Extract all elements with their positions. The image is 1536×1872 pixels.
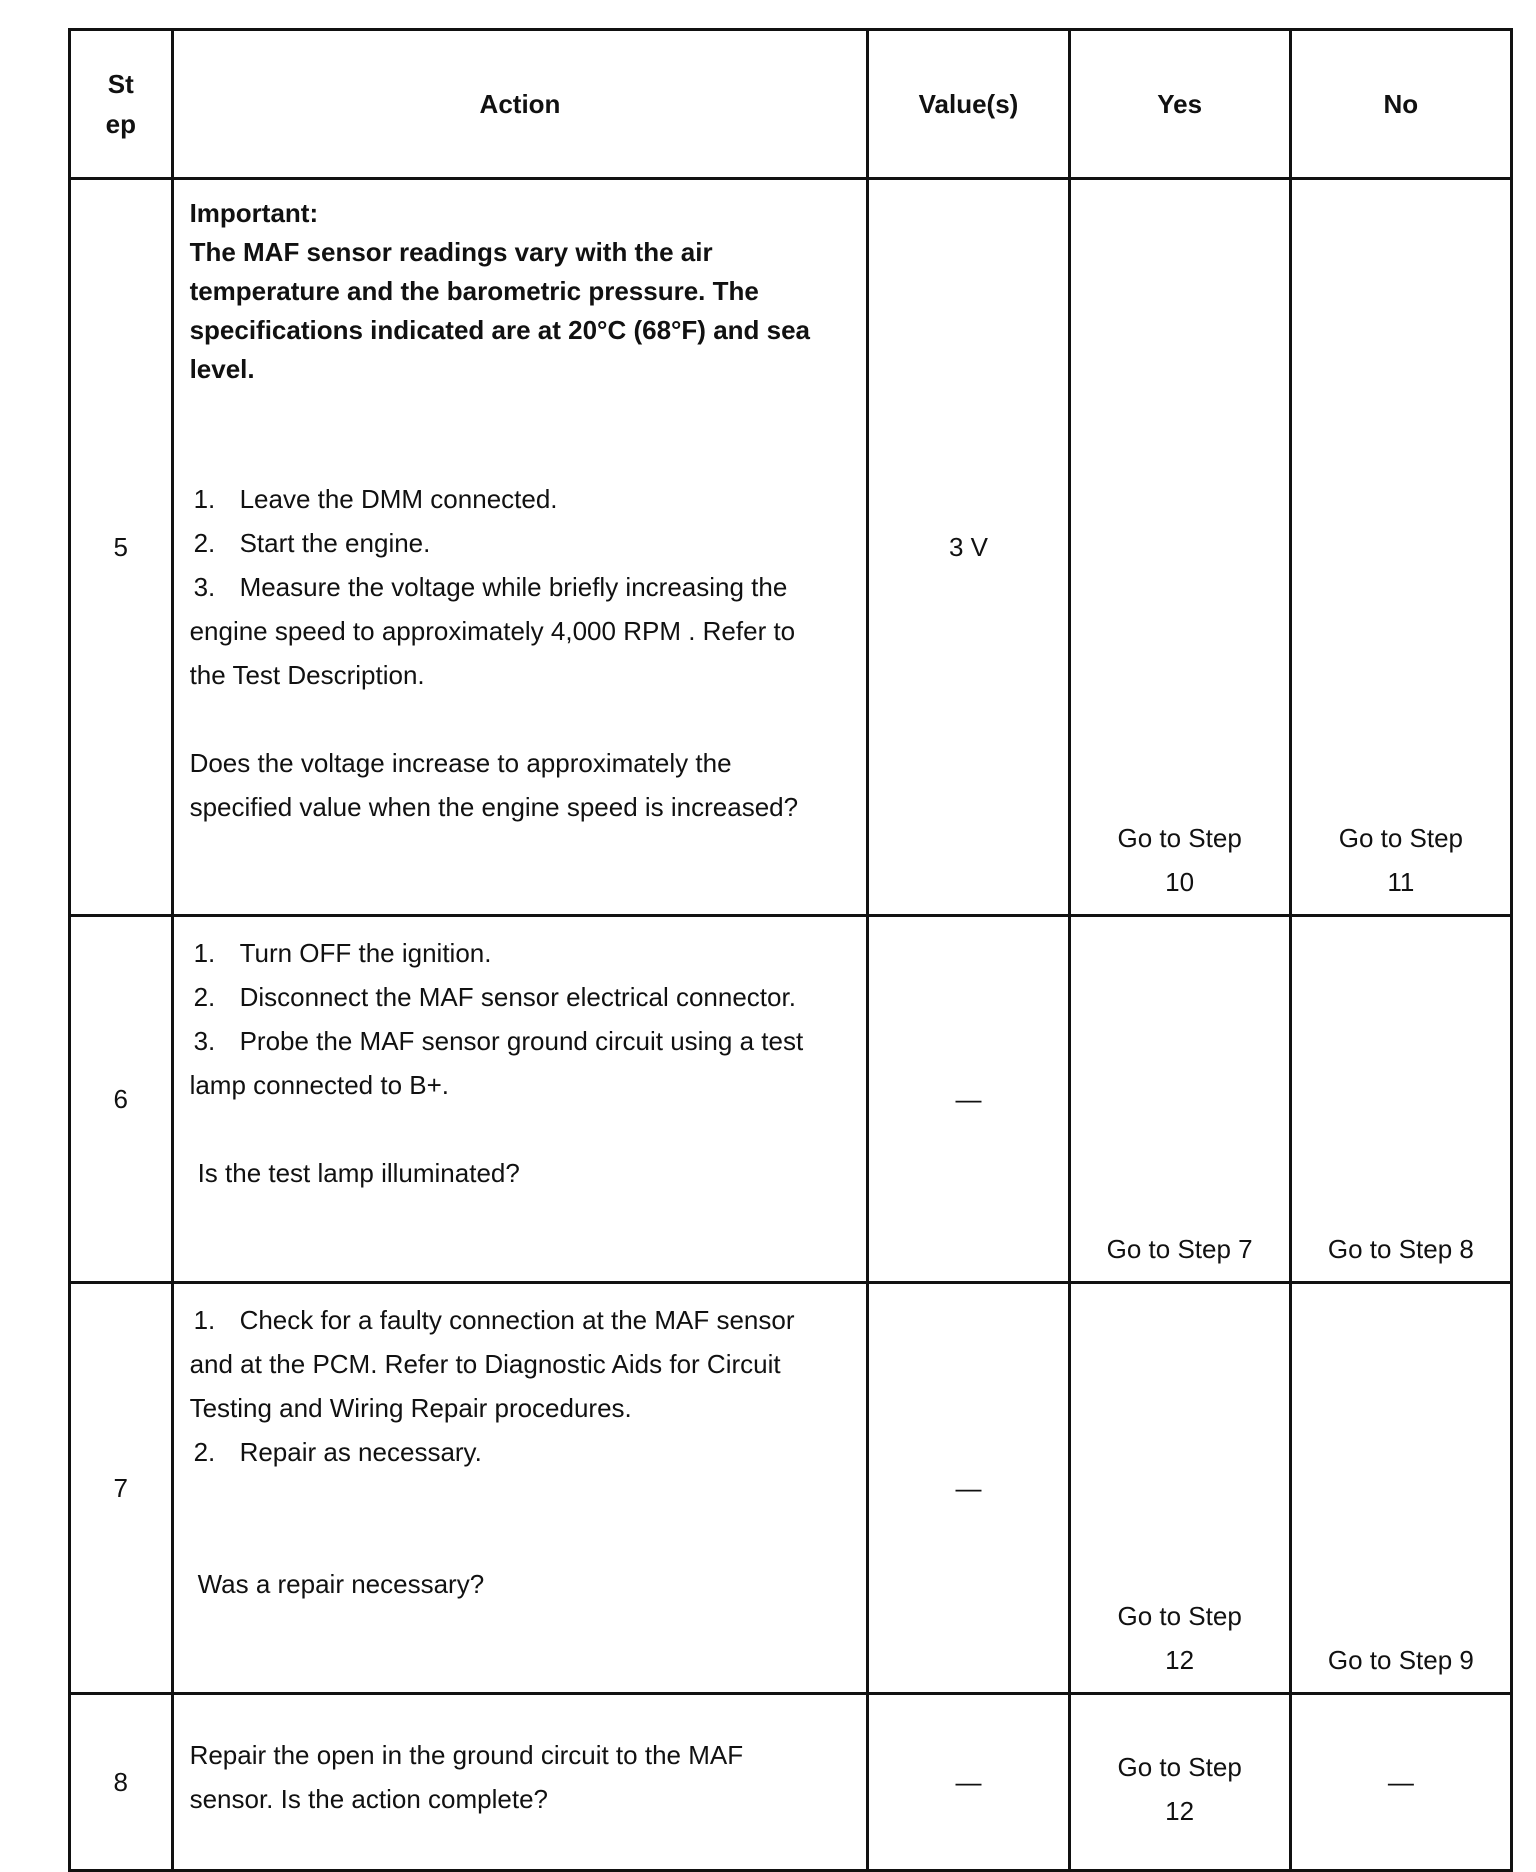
header-no: No bbox=[1290, 30, 1511, 179]
table-row bbox=[70, 1283, 1512, 1694]
important-label: Important: bbox=[189, 198, 319, 228]
important-text: The MAF sensor readings vary with the air temperature and the barometric pressure. The specifications indicated are at 20°C (68°F) and sea level. bbox=[189, 237, 811, 384]
table-header-row bbox=[70, 30, 1512, 179]
important-note bbox=[190, 194, 827, 389]
header-action: Action bbox=[172, 30, 868, 179]
action-list bbox=[190, 931, 827, 1107]
table-row bbox=[70, 179, 1512, 916]
diagnostic-table bbox=[68, 28, 1513, 1872]
action-question: Does the voltage increase to approximately the specified value when the engine speed is increased? bbox=[189, 748, 799, 822]
action-question: Is the test lamp illuminated? bbox=[197, 1158, 520, 1188]
yes-cell: Go to Step 7 bbox=[1069, 916, 1290, 1283]
action-cell bbox=[172, 916, 868, 1283]
list-item: 1. Turn OFF the ignition. bbox=[193, 938, 492, 968]
action-list bbox=[190, 1298, 827, 1474]
action-cell: Repair the open in the ground circuit to the MAF sensor. Is the action complete? bbox=[172, 1694, 868, 1871]
diagnostic-table-sheet bbox=[68, 28, 1513, 1872]
header-values: Value(s) bbox=[868, 30, 1069, 179]
step-number: 6 bbox=[70, 916, 173, 1283]
list-item: 3. Measure the voltage while briefly increasing the engine speed to approximately 4,000 RPM . Refer to the Test Description. bbox=[189, 572, 796, 690]
action-cell bbox=[172, 179, 868, 916]
header-step: St ep bbox=[70, 30, 173, 179]
no-cell: Go to Step 8 bbox=[1290, 916, 1511, 1283]
header-yes: Yes bbox=[1069, 30, 1290, 179]
table-row bbox=[70, 916, 1512, 1283]
no-cell: — bbox=[1290, 1694, 1511, 1871]
value-cell: — bbox=[868, 916, 1069, 1283]
table-row bbox=[70, 1694, 1512, 1871]
list-item: 3. Probe the MAF sensor ground circuit using a test lamp connected to B+. bbox=[189, 1026, 804, 1100]
no-cell: Go to Step 9 bbox=[1290, 1283, 1511, 1694]
step-number: 5 bbox=[70, 179, 173, 916]
step-number: 8 bbox=[70, 1694, 173, 1871]
value-cell: — bbox=[868, 1694, 1069, 1871]
yes-cell: Go to Step 10 bbox=[1069, 179, 1290, 916]
value-cell: — bbox=[868, 1283, 1069, 1694]
list-item: 2. Start the engine. bbox=[193, 528, 431, 558]
list-item: 1. Leave the DMM connected. bbox=[193, 484, 558, 514]
list-item: 2. Repair as necessary. bbox=[193, 1437, 482, 1467]
yes-cell: Go to Step 12 bbox=[1069, 1283, 1290, 1694]
no-cell: Go to Step 11 bbox=[1290, 179, 1511, 916]
action-list bbox=[190, 477, 827, 697]
action-cell bbox=[172, 1283, 868, 1694]
yes-cell: Go to Step 12 bbox=[1069, 1694, 1290, 1871]
action-question: Was a repair necessary? bbox=[197, 1569, 485, 1599]
list-item: 2. Disconnect the MAF sensor electrical connector. bbox=[193, 982, 796, 1012]
list-item: 1. Check for a faulty connection at the MAF sensor and at the PCM. Refer to Diagnostic Aids for Circuit Testing and Wiring Repair procedures. bbox=[189, 1305, 795, 1423]
step-number: 7 bbox=[70, 1283, 173, 1694]
value-cell: 3 V bbox=[868, 179, 1069, 916]
